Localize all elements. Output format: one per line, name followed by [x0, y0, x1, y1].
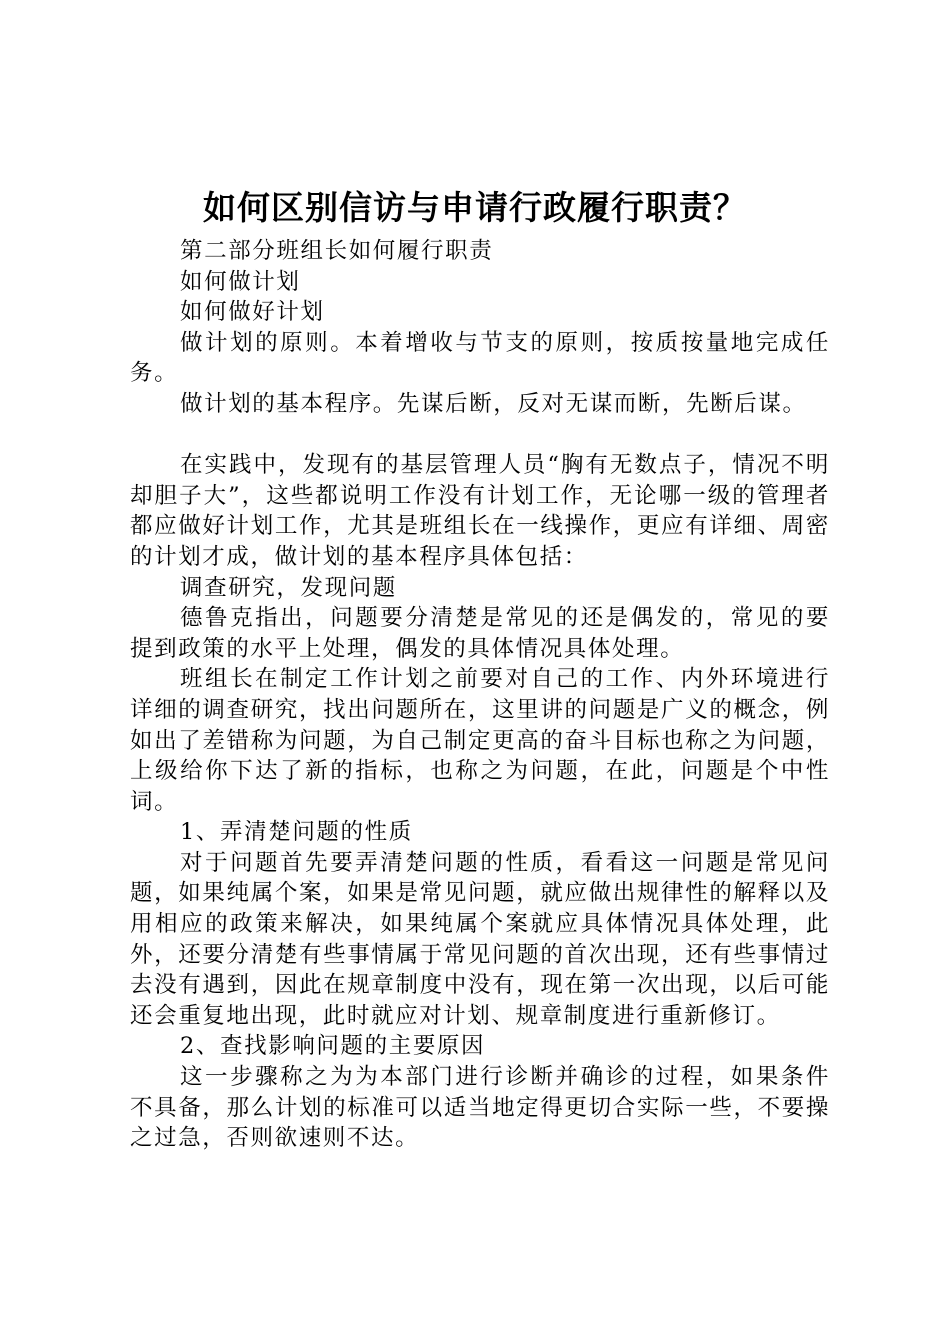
paragraph: 德鲁克指出，问题要分清楚是常见的还是偶发的，常见的要提到政策的水平上处理，偶发的具体情况具体处理。: [130, 605, 830, 662]
subheading: 2、查找影响问题的主要原因: [180, 1033, 486, 1060]
paragraph: 这一步骤称之为为本部门进行诊断并确诊的过程，如果条件不具备，那么计划的标准可以适当地定得更切合实际一些，不要操之过急，否则欲速则不达。: [130, 1064, 830, 1152]
paragraph: 做计划的基本程序。先谋后断，反对无谋而断，先断后谋。: [180, 390, 807, 417]
document-body: [130, 236, 830, 1154]
document-title: 如何区别信访与申请行政履行职责？: [203, 188, 747, 227]
paragraph: 做计划的原则。本着增收与节支的原则，按质按量地完成任务。: [130, 329, 830, 387]
subheading: 调查研究，发现问题: [180, 574, 397, 601]
subheading: 如何做好计划: [180, 299, 325, 326]
subheading: 如何做计划: [180, 268, 301, 295]
section-heading: 第二部分班组长如何履行职责: [180, 238, 494, 264]
paragraph: 在实践中，发现有的基层管理人员“胸有无数点子，情况不明却胆子大”，这些都说明工作没有计划工作，无论哪一级的管理者都应做好计划工作，尤其是班组长在一线操作，更应有详细、周密的计划才成，做计划的基本程序具体包括：: [130, 452, 830, 570]
paragraph: 班组长在制定工作计划之前要对自己的工作、内外环境进行详细的调查研究，找出问题所在，这里讲的问题是广义的概念，例如出了差错称为问题，为自己制定更高的奋斗目标也称之为问题，上级给你下达了新的指标，也称之为问题，在此，问题是个中性词。: [130, 666, 830, 815]
subheading: 1、弄清楚问题的性质: [180, 819, 413, 846]
paragraph: 对于问题首先要弄清楚问题的性质，看看这一问题是常见问题，如果纯属个案，如果是常见问题，就应做出规律性的解释以及用相应的政策来解决，如果纯属个案就应具体情况具体处理，此外，还要分清楚有些事情属于常见问题的首次出现，还有些事情过去没有遇到，因此在规章制度中没有，现在第一次出现，以后可能还会重复地出现，此时就应对计划、规章制度进行重新修订。: [130, 849, 830, 1029]
blank-line: [130, 420, 830, 451]
